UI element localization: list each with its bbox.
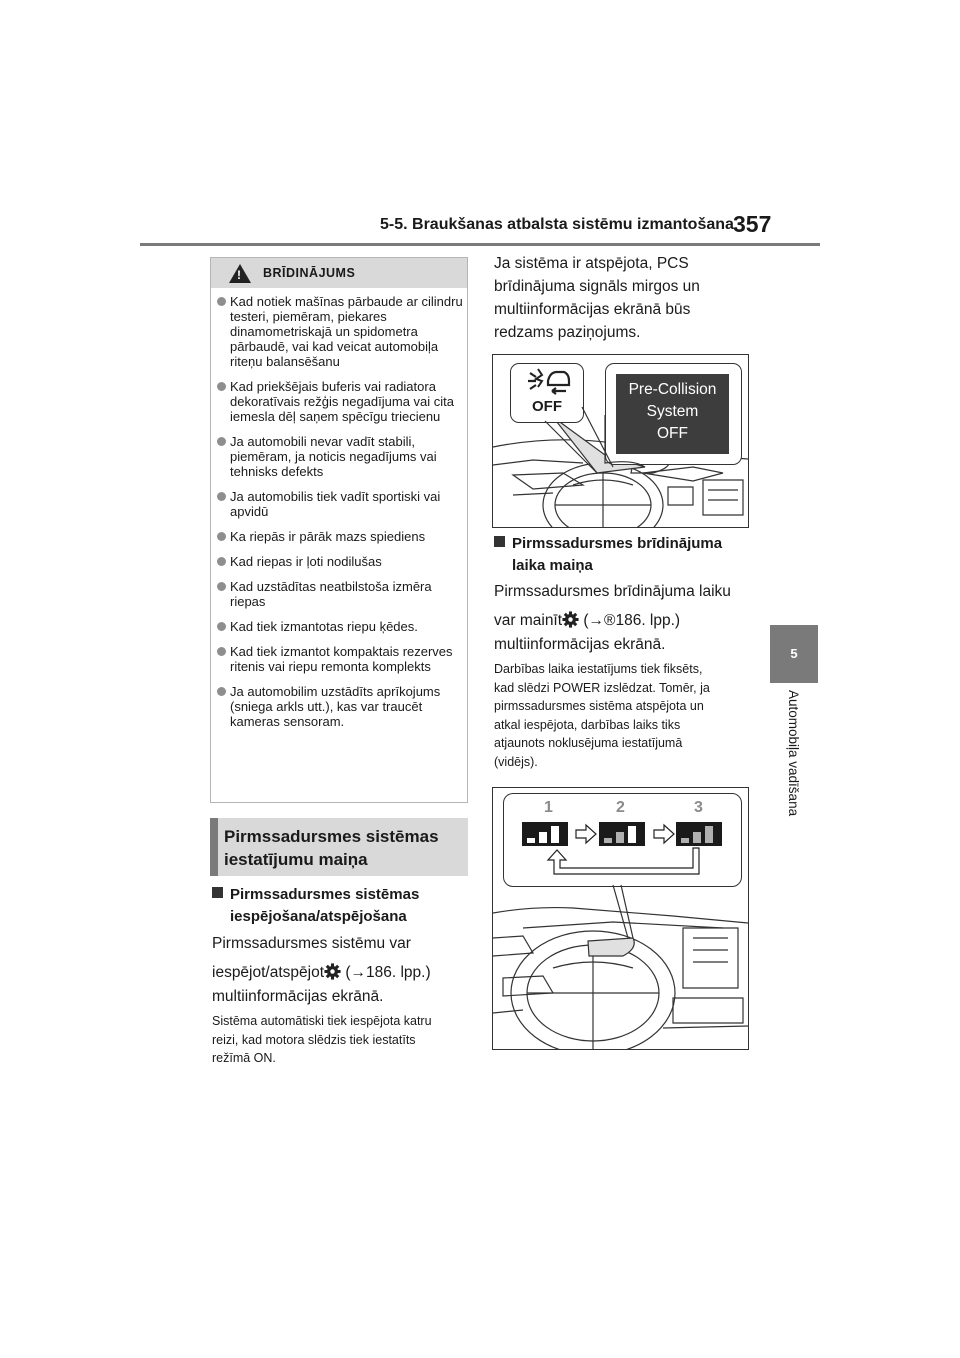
pcs-car-icon [522,367,572,395]
pcs-off-figure [492,354,749,528]
timing-note [494,660,764,771]
chapter-label [783,690,805,890]
timing-line2-post: (→®186. lpp.) [583,612,681,629]
warning-header [211,258,467,288]
timing-note-line: kad slēdzi POWER izslēdzat. Tomēr, ja [494,680,710,695]
timing-heading-line2: laika maiņa [512,557,593,574]
warning-item: Ja automobilim uzstādīts aprīkojums (sniega arkls utt.), kas var traucēt kameras sensoram. [217,684,467,729]
warning-item: Ja automobilis tiek vadīt sportiski vai apvidū [217,489,467,519]
timing-note-line: (vidējs). [494,754,538,769]
timing-heading-line1: Pirmssadursmes brīdinājuma [512,535,723,552]
timing-line2-pre: var mainīt [494,612,563,629]
section-heading-box [210,818,468,876]
warning-timing-figure [492,787,749,1050]
enable-heading-line1: Pirmssadursmes sistēmas [230,886,420,903]
disabled-line: Ja sistēma ir atspējota, PCS [494,255,689,272]
warning-triangle-icon [229,264,251,283]
enable-note [212,1012,472,1068]
header-rule [140,243,820,246]
warning-item: Kad uzstādītas neatbilstoša izmēra riepas [217,579,467,609]
disabled-line: multiinformācijas ekrānā būs [494,301,691,318]
enable-line2-post: (→186. lpp.) [345,964,431,981]
warning-title: BRĪDINĀJUMS [263,266,356,280]
enable-subheading [212,884,419,928]
display-line2: System [646,403,699,420]
timing-note-line: atjaunots noklusējuma iestatījumā [494,736,683,750]
arrow-right-icon [576,825,596,843]
enable-note-line: reizi, kad motora slēdzis tiek iestatīts [212,1032,416,1047]
disabled-line: redzams paziņojums. [494,324,641,341]
multi-info-display-screen [616,374,729,454]
timing-note-line: atkal iespējota, darbības laiks tiks [494,717,681,732]
return-arrow-icon [548,848,699,874]
timing-body [494,580,764,656]
multi-info-display-frame [605,363,742,465]
warning-box [210,257,468,803]
enable-line2-pre: iespējot/atspējot [212,964,325,981]
page-number: 357 [733,211,772,237]
warning-item: Kad riepas ir ļoti nodilušas [217,554,467,569]
pcs-off-icon-label: OFF [532,398,562,415]
enable-line3: multiinformācijas ekrānā. [212,988,384,1005]
gear-icon [324,963,341,980]
warning-item: Kad tiek izmantotas riepu ķēdes. [217,619,467,634]
pcs-warning-indicator [510,363,584,423]
display-line3: OFF [657,425,688,442]
enable-body [212,932,472,1008]
warning-item: Kad tiek izmantot kompaktais rezerves ritenis vai riepu remonta komplekts [217,644,467,674]
timing-note-line: pirmssadursmes sistēma atspējota un [494,699,704,713]
enable-line1: Pirmssadursmes sistēmu var [212,935,411,952]
enable-note-line: Sistēma automātiski tiek iespējota katru [212,1014,432,1028]
timing-level-2-indicator [599,822,645,846]
enable-line2 [212,961,472,984]
timing-levels-diagram [504,794,741,886]
warning-item: Ja automobili nevar vadīt stabili, piemēram, ja noticis negadījums vai tehnisks defekts [217,434,467,479]
warning-item: Ka riepās ir pārāk mazs spiediens [217,529,467,544]
section-title-line1: Pirmssadursmes sistēmas [224,827,439,846]
step-number-3: 3 [694,799,703,816]
timing-line3: multiinformācijas ekrānā. [494,636,666,653]
square-bullet-icon [494,536,505,547]
disabled-line: brīdinājuma signāls mirgos un [494,278,700,295]
timing-level-3-indicator [676,822,722,846]
warning-list [211,294,467,729]
warning-item: Kad priekšējais buferis vai radiatora dekoratīvais režģis negadījuma vai cita iemesla dēļ saņem spēcīgu triecienu [217,379,467,424]
step-number-2: 2 [616,799,625,816]
timing-subheading [494,533,722,577]
timing-callout [503,793,742,887]
timing-line1: Pirmssadursmes brīdinājuma laiku [494,583,731,600]
step-number-1: 1 [544,799,553,816]
square-bullet-icon [212,887,223,898]
section-title-line2: iestatījumu maiņa [224,850,368,869]
disabled-description [494,252,754,344]
enable-note-line: režīmā ON. [212,1051,276,1065]
chapter-label-text: Automobiļa vadīšana [786,690,801,817]
enable-heading-line2: iespējošana/atspējošana [230,908,407,925]
display-line1: Pre-Collision [628,381,717,398]
timing-note-line: Darbības laika iestatījums tiek fiksēts, [494,662,703,676]
chapter-tab: 5 [770,625,818,683]
gear-icon [562,611,579,628]
timing-level-1-indicator [522,822,568,846]
timing-line2 [494,609,764,632]
header-title: 5-5. Braukšanas atbalsta sistēmu izmantošana [380,216,734,233]
warning-item: Kad notiek mašīnas pārbaude ar cilindru testeri, piemēram, piekares dinamometriskajā un spidometra pārbaudē, vai kad veicat automobiļa riteņu balansēšanu [217,294,467,369]
arrow-right-icon [654,825,674,843]
